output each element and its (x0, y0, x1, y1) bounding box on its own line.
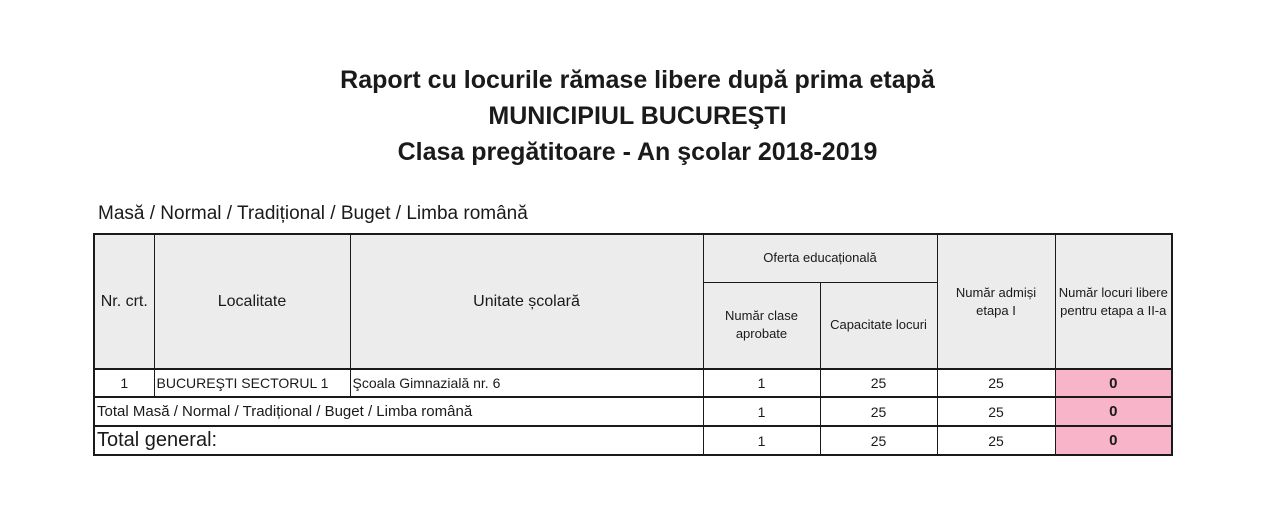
report-table (93, 233, 1173, 456)
header-numar-clase: Număr clase aprobate (703, 282, 820, 369)
header-capacitate: Capacitate locuri (820, 282, 937, 369)
report-title (0, 62, 1275, 170)
header-oferta-educationala: Oferta educațională (703, 234, 937, 282)
total-section-libere: 0 (1055, 397, 1172, 426)
cell-admisi: 25 (937, 369, 1055, 397)
total-section-label: Total Masă / Normal / Tradițional / Buget / Limba română (94, 397, 703, 426)
total-section-capacitate: 25 (820, 397, 937, 426)
total-general-capacitate: 25 (820, 426, 937, 455)
total-section-clase: 1 (703, 397, 820, 426)
title-line-3: Clasa pregătitoare - An şcolar 2018-2019 (397, 138, 878, 166)
cell-nr: 1 (94, 369, 154, 397)
header-localitate: Localitate (154, 234, 350, 369)
header-numar-admisi: Număr admiși etapa I (937, 234, 1055, 369)
total-section-row (94, 397, 1172, 426)
header-nr-crt: Nr. crt. (94, 234, 154, 369)
total-general-label: Total general: (94, 426, 703, 455)
header-unitate-scolara: Unitate școlară (350, 234, 703, 369)
total-general-admisi: 25 (937, 426, 1055, 455)
total-general-clase: 1 (703, 426, 820, 455)
cell-clase: 1 (703, 369, 820, 397)
cell-libere: 0 (1055, 369, 1172, 397)
table-row (94, 369, 1172, 397)
cell-localitate: BUCUREŞTI SECTORUL 1 (154, 369, 350, 397)
total-section-admisi: 25 (937, 397, 1055, 426)
section-subtitle: Masă / Normal / Tradițional / Buget / Limba română (98, 203, 528, 224)
total-general-row (94, 426, 1172, 455)
title-line-1: Raport cu locurile rămase libere după prima etapă (340, 66, 935, 94)
total-general-libere: 0 (1055, 426, 1172, 455)
header-locuri-libere: Număr locuri libere pentru etapa a II-a (1055, 234, 1172, 369)
cell-capacitate: 25 (820, 369, 937, 397)
title-line-2: MUNICIPIUL BUCUREŞTI (488, 102, 787, 130)
cell-unitate: Şcoala Gimnazială nr. 6 (350, 369, 703, 397)
